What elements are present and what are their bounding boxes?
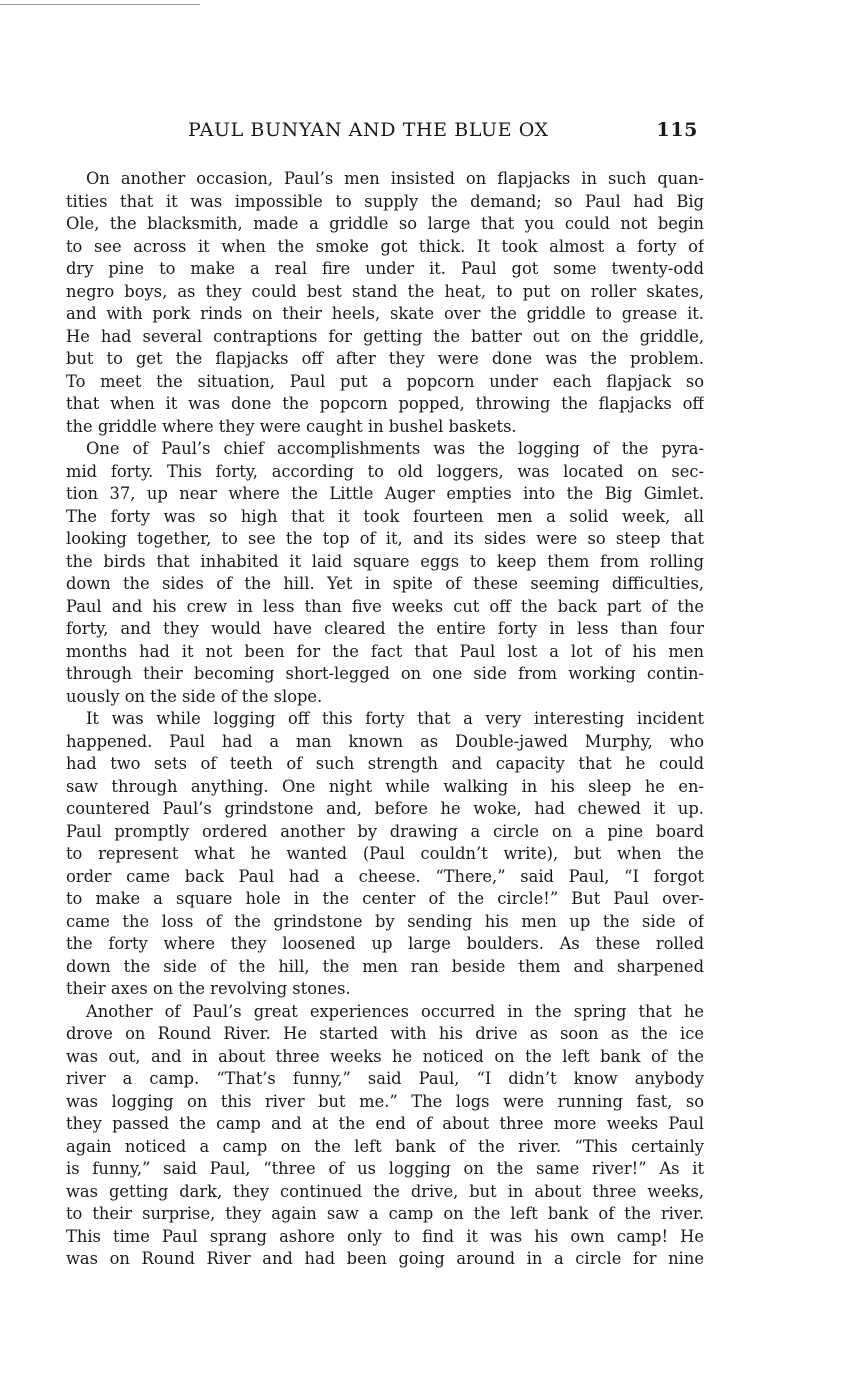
text-line: came the loss of the grindstone by sending his men up the side of bbox=[66, 911, 704, 931]
text-line: dry pine to make a real fire under it. Paul got some twenty-odd bbox=[66, 259, 704, 278]
text-line: to make a square hole in the center of the circle!” But Paul over- bbox=[66, 889, 704, 908]
text-line: saw through anything. One night while walking in his sleep he en- bbox=[66, 776, 704, 796]
text-line: to represent what he wanted (Paul couldn’t write), but when the bbox=[66, 844, 704, 863]
text-line: countered Paul’s grindstone and, before he woke, had chewed it up. bbox=[66, 799, 704, 818]
paragraph bbox=[66, 708, 704, 1001]
text-line: It was while logging off this forty that a very interesting incident bbox=[86, 709, 704, 728]
text-line: they passed the camp and at the end of about three more weeks Paul bbox=[66, 1114, 704, 1133]
text-line: was getting dark, they continued the drive, but in about three weeks, bbox=[66, 1181, 704, 1201]
text-line: The forty was so high that it took fourteen men a solid week, all bbox=[66, 506, 704, 526]
text-line: to see across it when the smoke got thick. It took almost a forty of bbox=[66, 236, 704, 256]
text-line: One of Paul’s chief accomplishments was the logging of the pyra- bbox=[86, 439, 704, 458]
text-line: the forty where they loosened up large boulders. As these rolled bbox=[66, 934, 704, 953]
text-line: negro boys, as they could best stand the heat, to put on roller skates, bbox=[66, 281, 704, 301]
text-line: the griddle where they were caught in bushel baskets. bbox=[66, 416, 517, 436]
text-line: Ole, the blacksmith, made a griddle so large that you could not begin bbox=[66, 214, 704, 233]
text-line: the birds that inhabited it laid square eggs to keep them from rolling bbox=[66, 551, 704, 571]
text-line: uously on the side of the slope. bbox=[66, 686, 323, 706]
text-line: Paul and his crew in less than five weeks cut off the back part of the bbox=[66, 596, 704, 616]
text-line: mid forty. This forty, according to old loggers, was located on sec- bbox=[66, 461, 704, 481]
paragraph bbox=[66, 438, 704, 708]
text-line: To meet the situation, Paul put a popcorn under each flapjack so bbox=[66, 371, 704, 391]
text-line: down the sides of the hill. Yet in spite of these seeming difficulties, bbox=[66, 574, 704, 593]
text-line: again noticed a camp on the left bank of the river. “This certainly bbox=[66, 1136, 704, 1156]
page-number: 115 bbox=[656, 119, 698, 141]
text-line: that when it was done the popcorn popped, throwing the flapjacks off bbox=[66, 394, 704, 413]
text-line: happened. Paul had a man known as Double-jawed Murphy, who bbox=[66, 731, 704, 751]
text-line: was out, and in about three weeks he noticed on the left bank of the bbox=[66, 1046, 704, 1066]
text-line: tion 37, up near where the Little Auger empties into the Big Gimlet. bbox=[66, 484, 704, 503]
text-line: order came back Paul had a cheese. “There,” said Paul, “I forgot bbox=[66, 866, 704, 886]
text-line: Paul promptly ordered another by drawing a circle on a pine board bbox=[66, 821, 704, 841]
running-head bbox=[188, 117, 698, 143]
text-line: He had several contraptions for getting the batter out on the griddle, bbox=[66, 326, 704, 346]
text-line: Another of Paul’s great experiences occurred in the spring that he bbox=[86, 1001, 704, 1021]
text-line: tities that it was impossible to supply the demand; so Paul had Big bbox=[66, 191, 704, 211]
text-line: to their surprise, they again saw a camp on the left bank of the river. bbox=[66, 1204, 704, 1223]
text-line: had two sets of teeth of such strength and capacity that he could bbox=[66, 754, 704, 773]
scan-edge-rule bbox=[0, 4, 200, 5]
text-line: was on Round River and had been going around in a circle for nine bbox=[66, 1249, 704, 1268]
paragraph bbox=[66, 1001, 704, 1271]
text-line: drove on Round River. He started with his drive as soon as the ice bbox=[66, 1024, 704, 1043]
text-line: months had it not been for the fact that Paul lost a lot of his men bbox=[66, 641, 704, 661]
running-title: PAUL BUNYAN AND THE BLUE OX bbox=[188, 119, 549, 141]
text-line: their axes on the revolving stones. bbox=[66, 979, 351, 998]
body-text bbox=[66, 168, 704, 1271]
text-line: looking together, to see the top of it, and its sides were so steep that bbox=[66, 529, 704, 548]
text-line: and with pork rinds on their heels, skate over the griddle to grease it. bbox=[66, 304, 704, 323]
text-line: but to get the flapjacks off after they were done was the problem. bbox=[66, 349, 704, 368]
text-line: forty, and they would have cleared the entire forty in less than four bbox=[66, 619, 704, 638]
text-line: is funny,” said Paul, “three of us logging on the same river!” As it bbox=[66, 1159, 704, 1178]
text-line: river a camp. “That’s funny,” said Paul, “I didn’t know anybody bbox=[66, 1069, 704, 1088]
text-line: was logging on this river but me.” The logs were running fast, so bbox=[66, 1091, 704, 1111]
text-line: On another occasion, Paul’s men insisted on flapjacks in such quan- bbox=[86, 169, 704, 188]
text-line: down the side of the hill, the men ran beside them and sharpened bbox=[66, 956, 704, 976]
text-line: This time Paul sprang ashore only to find it was his own camp! He bbox=[66, 1226, 704, 1246]
paragraph bbox=[66, 168, 704, 438]
text-line: through their becoming short-legged on one side from working contin- bbox=[66, 664, 704, 683]
